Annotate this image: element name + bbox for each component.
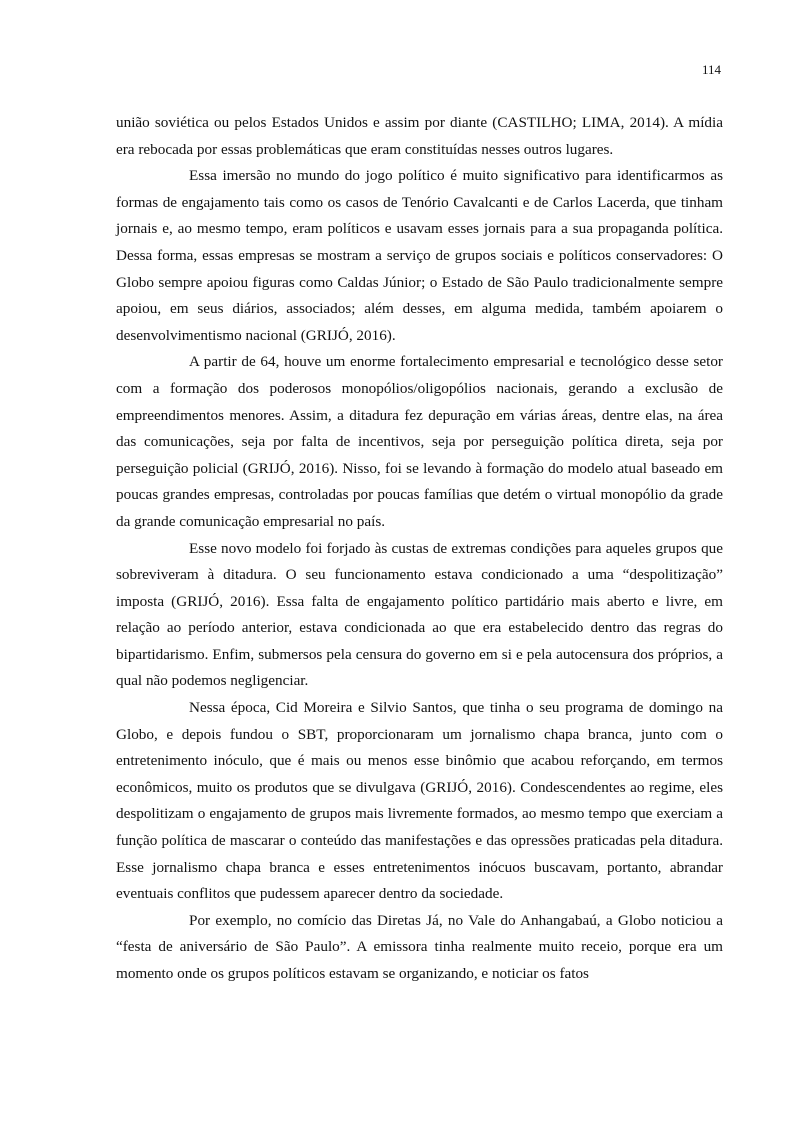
paragraph: Nessa época, Cid Moreira e Silvio Santos, que tinha o seu programa de domingo na Globo, e depois fundou o SBT, proporcionaram um jornalismo chapa branca, junto com o entretenimento inóculo, que é mais ou menos esse binômio que acabou reforçando, em termos econômicos, muito os produtos que se divulgava (GRIJÓ, 2016). Condescendentes ao regime, eles despolitizam o engajamento de grupos mais livremente formados, ao mesmo tempo que exerciam a função política de mascarar o conteúdo das manifestações e das opressões praticadas pela ditadura. Esse jornalismo chapa branca e esses entretenimentos inócuos buscavam, portanto, abrandar eventuais conflitos que pudessem aparecer dentro da sociedade.: [116, 699, 723, 903]
body-text: [116, 110, 723, 988]
page-number: 114: [701, 62, 721, 77]
paragraph-continuation: união soviética ou pelos Estados Unidos e assim por diante (CASTILHO; LIMA, 2014). A mídia era rebocada por essas problemáticas que eram constituídas nesses outros lugares.: [116, 114, 723, 158]
paragraph-last: Por exemplo, no comício das Diretas Já, no Vale do Anhangabaú, a Globo noticiou a “festa de aniversário de São Paulo”. A emissora tinha realmente muito receio, porque era um momento onde os grupos políticos estavam se organizando, e noticiar os fatos: [116, 911, 723, 982]
paragraph: A partir de 64, houve um enorme fortalecimento empresarial e tecnológico desse setor com a formação dos poderosos monopólios/oligopólios nacionais, gerando a exclusão de empreendimentos menores. Assim, a ditadura fez depuração em várias áreas, dentre elas, na área das comunicações, seja por falta de incentivos, seja por perseguição política direta, seja por perseguição policial (GRIJÓ, 2016). Nisso, foi se levando à formação do modelo atual baseado em poucas grandes empresas, controladas por poucas famílias que detém o virtual monopólio da grade da grande comunicação empresarial no país.: [116, 353, 723, 530]
paragraph: Esse novo modelo foi forjado às custas de extremas condições para aqueles grupos que sobreviveram à ditadura. O seu funcionamento estava condicionado a uma “despolitização” imposta (GRIJÓ, 2016). Essa falta de engajamento político partidário mais aberto e livre, em relação ao período anterior, estava condicionada ao que era estabelecido dentro das regras do bipartidarismo. Enfim, submersos pela censura do governo em si e pela autocensura dos próprios, a qual não podemos negligenciar.: [116, 539, 723, 690]
paragraph: Essa imersão no mundo do jogo político é muito significativo para identificarmos as formas de engajamento tais como os casos de Tenório Cavalcanti e de Carlos Lacerda, que tinham jornais e, ao mesmo tempo, eram políticos e usavam esses jornais para a sua propaganda política. Dessa forma, essas empresas se mostram a serviço de grupos sociais e políticos conservadores: O Globo sempre apoiou figuras como Caldas Júnior; o Estado de São Paulo tradicionalmente sempre apoiou, em seus diários, associados; além desses, em alguma medida, também apoiarem o desenvolvimentismo nacional (GRIJÓ, 2016).: [116, 167, 723, 344]
